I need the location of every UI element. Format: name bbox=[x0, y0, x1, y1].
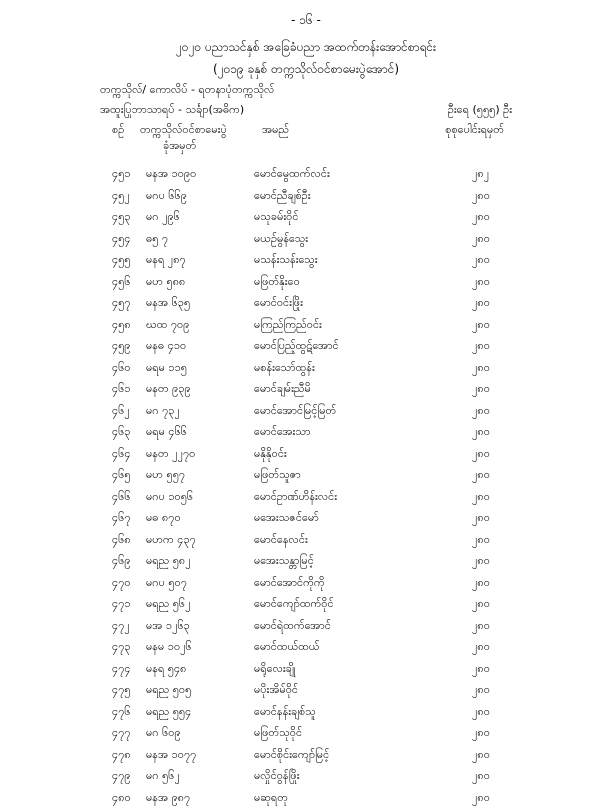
table-row bbox=[0, 507, 612, 529]
row-total-marks: ၂၈၀ bbox=[472, 443, 490, 465]
row-total-marks: ၂၈၀ bbox=[472, 550, 490, 572]
row-total-marks: ၂၈၀ bbox=[472, 593, 490, 615]
header-exam-code-sub: ခုံအမှတ် bbox=[163, 138, 196, 153]
row-exam-code: မရမ ၄၆၆ bbox=[146, 421, 187, 443]
row-total-marks: ၂၈၀ bbox=[472, 529, 490, 551]
table-row bbox=[0, 228, 612, 250]
row-serial: ၄၇၁ bbox=[112, 593, 131, 615]
row-total-marks: ၂၈၀ bbox=[472, 314, 490, 336]
row-name: မောင်ရဲထက်အောင် bbox=[254, 615, 331, 637]
row-serial: ၄၆၇ bbox=[112, 507, 131, 529]
table-row bbox=[0, 443, 612, 465]
table-row bbox=[0, 335, 612, 357]
row-total-marks: ၂၈၀ bbox=[472, 744, 490, 766]
row-total-marks: ၂၈၀ bbox=[472, 206, 490, 228]
row-serial: ၄၅၈ bbox=[112, 314, 131, 336]
table-row bbox=[0, 658, 612, 680]
row-name: မအေးသဇင်မော် bbox=[254, 507, 319, 529]
row-serial: ၄၅၂ bbox=[112, 185, 130, 207]
table-row bbox=[0, 636, 612, 658]
row-name: မဖြတ်နိုးဝေ bbox=[254, 271, 300, 293]
row-exam-code: မနရ ၂၈၇ bbox=[146, 249, 186, 271]
row-serial: ၄၇၂ bbox=[112, 615, 130, 637]
table-row bbox=[0, 400, 612, 422]
row-name: မနိုနိုဝင်း bbox=[254, 443, 287, 465]
row-serial: ၄၅၆ bbox=[112, 271, 131, 293]
row-name: မအေးသန္တာမြင့် bbox=[254, 550, 314, 572]
table-row bbox=[0, 615, 612, 637]
row-exam-code: မနအ ၁၀၇၇ bbox=[146, 744, 196, 766]
row-name: မသန်းသန်းသွေး bbox=[254, 249, 318, 271]
row-total-marks: ၂၈၀ bbox=[472, 507, 490, 529]
row-total-marks: ၂၈၀ bbox=[472, 335, 490, 357]
row-total-marks: ၂၈၀ bbox=[472, 357, 490, 379]
row-name: မသုခမ်းဝိုင် bbox=[254, 206, 298, 228]
row-serial: ၄၇၃ bbox=[112, 636, 131, 658]
row-total-marks: ၂၈၀ bbox=[472, 421, 490, 443]
row-exam-code: မရည ၅၀၅ bbox=[146, 679, 191, 701]
row-name: မောင်စိုင်းကျော်မြင့် bbox=[254, 744, 329, 766]
row-total-marks: ၂၈၀ bbox=[472, 787, 490, 808]
university-line: တက္ကသိုလ်/ ကောလိပ် - ရတနာပုံတက္ကသိုလ် bbox=[100, 82, 274, 98]
table-row bbox=[0, 206, 612, 228]
row-exam-code: မဂပ ၅၀၇ bbox=[146, 572, 187, 594]
table-row bbox=[0, 464, 612, 486]
total-count: ဦးရေ (၅၅၅) ဦး bbox=[448, 102, 512, 118]
header-exam-code: တက္ကသိုလ်ဝင်စာမေးပွဲ bbox=[140, 122, 227, 137]
header-total-marks: စုစုပေါင်းရမှတ် bbox=[445, 122, 504, 137]
row-serial: ၄၅၁ bbox=[112, 163, 131, 185]
row-serial: ၄၅၃ bbox=[112, 206, 131, 228]
row-exam-code: မနအ ၆၃၅ bbox=[146, 292, 190, 314]
row-serial: ၄၇၀ bbox=[112, 572, 131, 594]
row-serial: ၄၅၄ bbox=[112, 228, 131, 250]
table-row bbox=[0, 550, 612, 572]
page-number: - ၁၆ - bbox=[0, 12, 612, 30]
table-row bbox=[0, 787, 612, 808]
row-exam-code: မဂ ၇၃၂ bbox=[146, 400, 180, 422]
row-name: မောင်အေးသာ bbox=[254, 421, 310, 443]
row-total-marks: ၂၈၀ bbox=[472, 636, 490, 658]
row-total-marks: ၂၈၀ bbox=[472, 228, 490, 250]
row-exam-code: မဂပ ၁၀၅၆ bbox=[146, 486, 193, 508]
row-exam-code: မဂပ ၆၆၉ bbox=[146, 185, 187, 207]
row-serial: ၄၆၄ bbox=[112, 443, 131, 465]
row-total-marks: ၂၈၀ bbox=[472, 572, 490, 594]
table-row bbox=[0, 378, 612, 400]
row-total-marks: ၂၈၀ bbox=[472, 400, 490, 422]
row-serial: ၄၅၉ bbox=[112, 335, 131, 357]
major-subject-line: အထူးပြုဘာသာရပ် - သင်္ချာ(အဓိက) bbox=[100, 102, 244, 118]
results-list bbox=[0, 163, 612, 808]
row-exam-code: မဂ ၂၉၆ bbox=[146, 206, 180, 228]
row-name: မဖြတ်သူဇာ bbox=[254, 464, 301, 486]
row-serial: ၄၆၁ bbox=[112, 378, 131, 400]
row-name: မောင်ဝင်းဖြိုး bbox=[254, 292, 303, 314]
row-serial: ၄၇၅ bbox=[112, 679, 131, 701]
row-serial: ၄၇၈ bbox=[112, 744, 131, 766]
row-exam-code: မနအ ၁၀၉၀ bbox=[146, 163, 196, 185]
row-name: မဖြတ်သုဝိုင် bbox=[254, 722, 302, 744]
table-row bbox=[0, 292, 612, 314]
row-name: မောင်ပြည့်ထွဋ်အောင် bbox=[254, 335, 339, 357]
table-row bbox=[0, 593, 612, 615]
table-row bbox=[0, 701, 612, 723]
row-serial: ၄၇၉ bbox=[112, 765, 131, 787]
row-total-marks: ၂၈၀ bbox=[472, 486, 490, 508]
row-name: မောင်အောင်မြင့်မြတ် bbox=[254, 400, 336, 422]
row-serial: ၄၆၃ bbox=[112, 421, 131, 443]
row-name: မစန်းသော်ထွန်း bbox=[254, 357, 315, 379]
row-total-marks: ၂၈၀ bbox=[472, 271, 490, 293]
row-exam-code: မရည ၅၈၂ bbox=[146, 550, 191, 572]
row-serial: ၄၅၇ bbox=[112, 292, 131, 314]
table-row bbox=[0, 529, 612, 551]
row-total-marks: ၂၈၂ bbox=[472, 163, 489, 185]
row-total-marks: ၂၈၀ bbox=[472, 658, 490, 680]
row-serial: ၄၆၆ bbox=[112, 486, 131, 508]
row-serial: ၄၆၈ bbox=[112, 529, 131, 551]
row-serial: ၄၆၉ bbox=[112, 550, 131, 572]
row-exam-code: မနဓ ၄၁၀ bbox=[146, 335, 186, 357]
row-total-marks: ၂၈၀ bbox=[472, 378, 490, 400]
row-exam-code: မဟ ၅၅၇ bbox=[146, 464, 185, 486]
row-exam-code: မဂ ၆၀၉ bbox=[146, 722, 181, 744]
row-name: မောင်ထယ်ထယ် bbox=[254, 636, 320, 658]
row-serial: ၄၇၄ bbox=[112, 658, 131, 680]
row-name: မောင်နန်းချစ်သူ bbox=[254, 701, 316, 723]
row-serial: ၄၇၇ bbox=[112, 722, 131, 744]
row-serial: ၄၆၀ bbox=[112, 357, 131, 379]
row-exam-code: ဓ၅ ၇ bbox=[146, 228, 168, 250]
row-exam-code: မအ ၁၂၆၃ bbox=[146, 615, 190, 637]
document-subtitle: (၂၀၁၉ ခုနှစ် တက္ကသိုလ်ဝင်စာမေးပွဲအောင်) bbox=[0, 60, 612, 78]
row-name: မပိုးအိမ်ဝိုင် bbox=[254, 679, 298, 701]
row-total-marks: ၂၈၀ bbox=[472, 615, 490, 637]
table-row bbox=[0, 249, 612, 271]
table-row bbox=[0, 722, 612, 744]
row-total-marks: ၂၈၀ bbox=[472, 464, 490, 486]
row-exam-code: မဓ ၈၇၀ bbox=[146, 507, 181, 529]
row-name: မလှိုင်ဝွန်ဖြိုး bbox=[254, 765, 300, 787]
table-row bbox=[0, 572, 612, 594]
row-name: မကြည်ကြည်ဝင်း bbox=[254, 314, 322, 336]
table-row bbox=[0, 679, 612, 701]
row-name: မောင်မွေထက်လင်း bbox=[254, 163, 330, 185]
row-serial: ၄၅၅ bbox=[112, 249, 131, 271]
row-exam-code: မရည ၅၅၄ bbox=[146, 701, 191, 723]
row-total-marks: ၂၈၀ bbox=[472, 249, 490, 271]
table-row bbox=[0, 163, 612, 185]
header-name: အမည် bbox=[262, 122, 289, 137]
row-name: မောင်နေလင်း bbox=[254, 529, 308, 551]
row-exam-code: မနမ ၁၀၂၆ bbox=[146, 636, 192, 658]
row-name: မောင်အောင်ကိုကို bbox=[254, 572, 325, 594]
row-exam-code: ဃထ ၇၀၉ bbox=[146, 314, 189, 336]
row-name: မယဉ်မွန်သွေး bbox=[254, 228, 308, 250]
row-exam-code: မရမ ၁၁၅ bbox=[146, 357, 187, 379]
row-name: မရိုလေးချို bbox=[254, 658, 295, 680]
row-exam-code: မဟက ၄၃၇ bbox=[146, 529, 196, 551]
row-name: မောင်ချမ်းညီမိ bbox=[254, 378, 311, 400]
row-exam-code: မနတ ၂၂၇၀ bbox=[146, 443, 195, 465]
row-exam-code: မနအ ၉၈၇ bbox=[146, 787, 190, 808]
table-row bbox=[0, 486, 612, 508]
row-exam-code: မနရ ၅၄၈ bbox=[146, 658, 186, 680]
row-name: မောင်ဥာဏ်ဟိန်းလင်း bbox=[254, 486, 337, 508]
row-total-marks: ၂၈၀ bbox=[472, 765, 490, 787]
table-row bbox=[0, 314, 612, 336]
table-row bbox=[0, 421, 612, 443]
row-exam-code: မဂ ၅၆၂ bbox=[146, 765, 180, 787]
row-serial: ၄၇၆ bbox=[112, 701, 131, 723]
table-row bbox=[0, 357, 612, 379]
row-total-marks: ၂၈၀ bbox=[472, 185, 490, 207]
row-total-marks: ၂၈၀ bbox=[472, 701, 490, 723]
row-total-marks: ၂၈၀ bbox=[472, 292, 490, 314]
row-total-marks: ၂၈၀ bbox=[472, 722, 490, 744]
row-name: မောင်ကျော်ထက်ဝိုင် bbox=[254, 593, 334, 615]
document-title: ၂၀၂၀ ပညာသင်နှစ် အခြေခံပညာ အထက်တန်းအောင်စာရင်း bbox=[0, 38, 612, 56]
row-exam-code: မရည ၅၆၂ bbox=[146, 593, 191, 615]
table-row bbox=[0, 271, 612, 293]
row-exam-code: မနတ ၉၃၉ bbox=[146, 378, 191, 400]
table-row bbox=[0, 185, 612, 207]
header-serial: စဉ် bbox=[112, 122, 124, 137]
row-serial: ၄၆၂ bbox=[112, 400, 130, 422]
table-row bbox=[0, 765, 612, 787]
row-name: မောင်ညီချစ်ဦး bbox=[254, 185, 311, 207]
row-serial: ၄၈၀ bbox=[112, 787, 131, 808]
row-serial: ၄၆၅ bbox=[112, 464, 131, 486]
row-name: မဆုရတု bbox=[254, 787, 288, 808]
row-exam-code: မဟ ၅၈၈ bbox=[146, 271, 185, 293]
row-total-marks: ၂၈၀ bbox=[472, 679, 490, 701]
table-row bbox=[0, 744, 612, 766]
